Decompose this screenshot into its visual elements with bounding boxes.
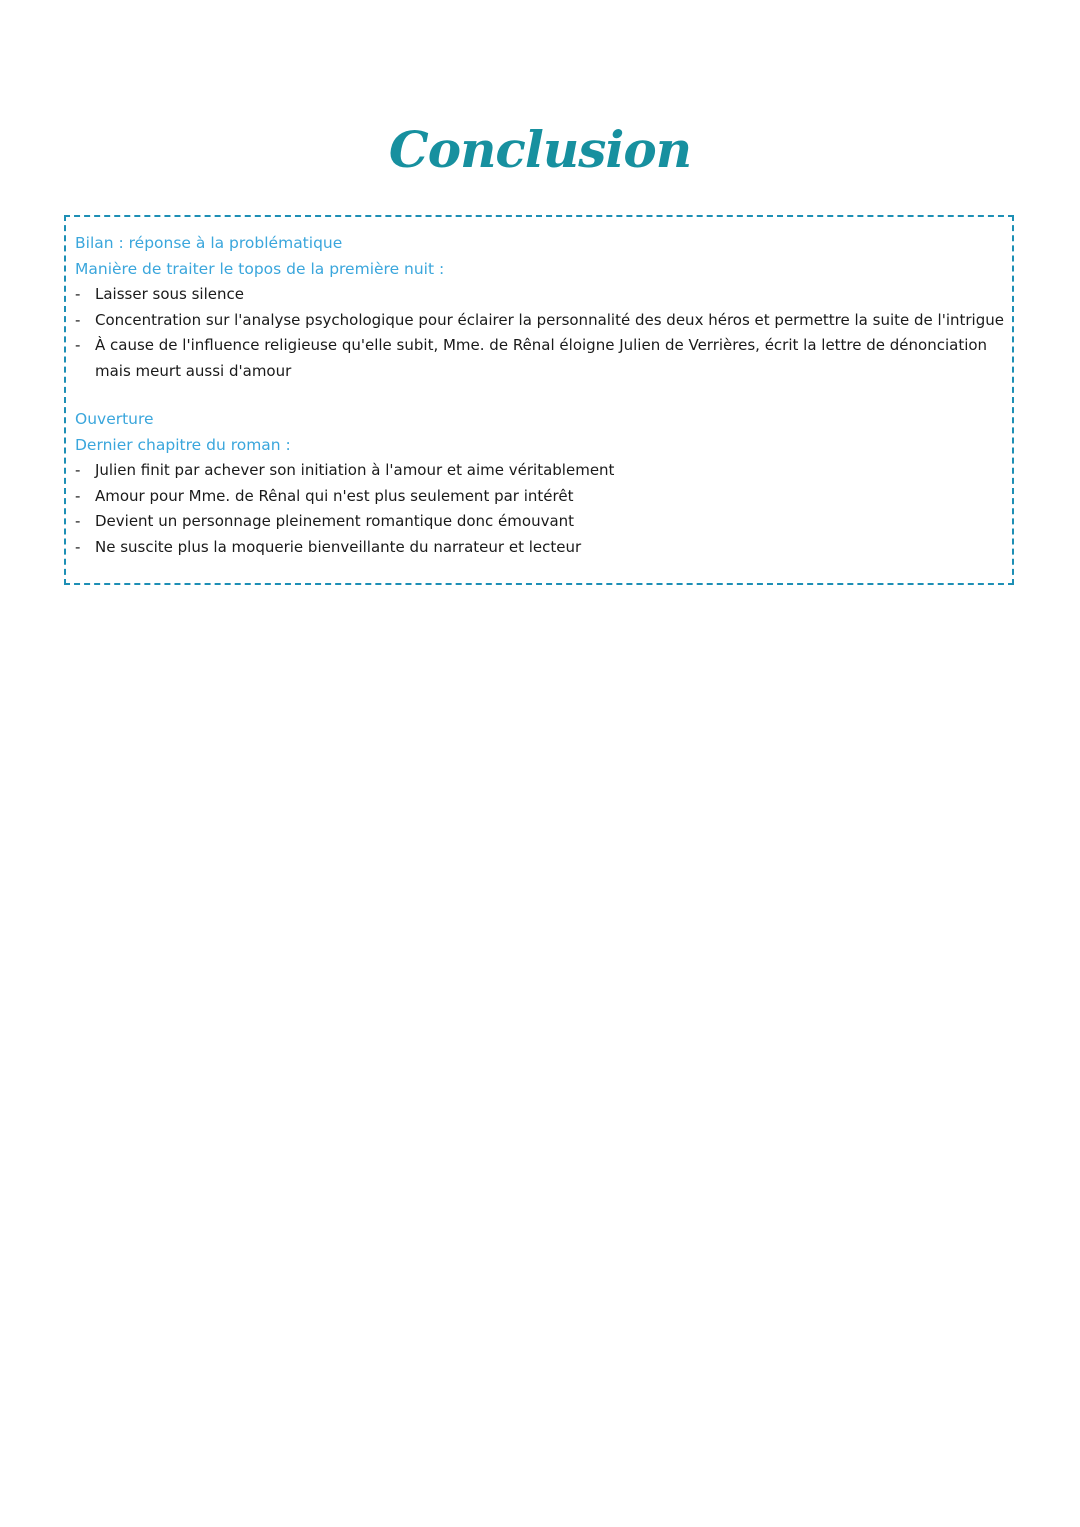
dash-bullet-icon: - — [75, 336, 81, 354]
list-item — [75, 308, 1005, 334]
dash-bullet-icon: - — [75, 537, 81, 556]
list-item — [75, 509, 1005, 535]
ouverture-list — [75, 458, 1005, 560]
dash-bullet-icon: - — [75, 461, 81, 479]
bilan-label: Bilan : réponse à la problématique — [75, 234, 343, 252]
list-item-text: Devient un personnage pleinement romantique donc émouvant — [95, 512, 575, 530]
bilan-subheading: Manière de traiter le topos de la première nuit : — [75, 259, 445, 278]
list-item — [75, 458, 1005, 484]
list-item-text: Laisser sous silence — [95, 285, 244, 303]
ouverture-label: Ouverture — [75, 410, 154, 428]
list-item — [75, 535, 1005, 561]
list-item-text: Julien finit par achever son initiation à l'amour et aime véritablement — [95, 461, 615, 479]
bilan-list — [75, 282, 1005, 384]
list-item-text: Ne suscite plus la moquerie bienveillante du narrateur et lecteur — [95, 537, 582, 556]
bilan-section — [75, 231, 1005, 384]
dash-bullet-icon: - — [75, 310, 81, 329]
dash-bullet-icon: - — [75, 512, 81, 530]
list-item — [75, 333, 1005, 384]
dash-bullet-icon: - — [75, 486, 81, 505]
ouverture-section — [75, 407, 1005, 560]
list-item-text: À cause de l'influence religieuse qu'elle subit, Mme. de Rênal éloigne Julien de Verrières, écrit la lettre de dénonciation mais meurt aussi d'amour — [95, 336, 988, 380]
dash-bullet-icon: - — [75, 285, 81, 303]
page-title: Conclusion — [388, 120, 692, 179]
conclusion-box — [64, 215, 1014, 585]
list-item-text: Concentration sur l'analyse psychologique pour éclairer la personnalité des deux héros et permettre la suite de l'intrigue — [95, 310, 1004, 329]
list-item — [75, 484, 1005, 510]
list-item — [75, 282, 1005, 308]
list-item-text: Amour pour Mme. de Rênal qui n'est plus seulement par intérêt — [95, 486, 574, 505]
ouverture-subheading: Dernier chapitre du roman : — [75, 435, 291, 454]
